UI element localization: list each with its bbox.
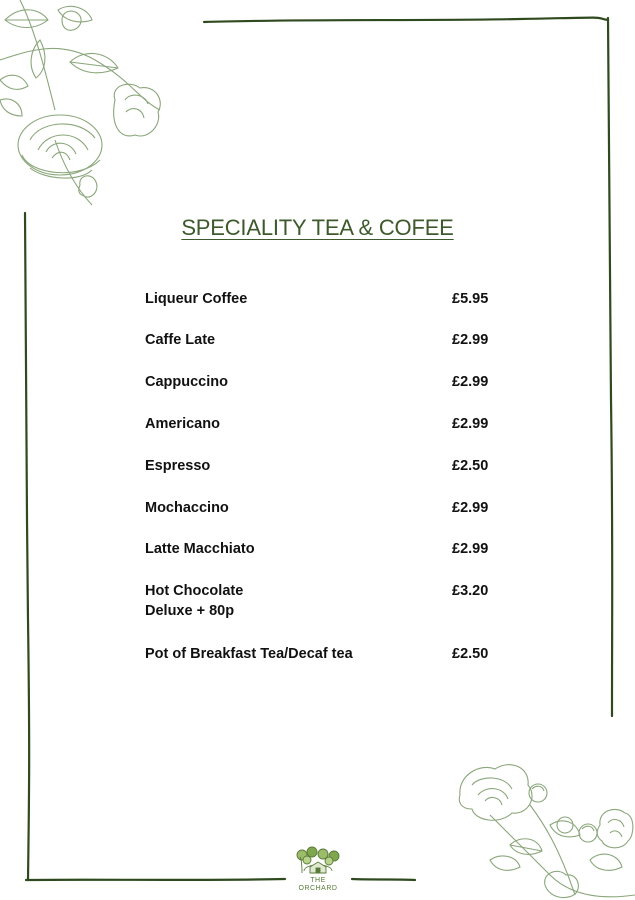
menu-title-text: SPECIALITY TEA & COFEE [181,215,454,240]
menu-item-name: Liqueur Coffee [145,291,248,307]
rose-illustration-top-left [0,0,170,215]
logo-text-line2: ORCHARD [298,885,338,892]
menu-item-price: £2.50 [452,458,489,474]
menu-item-price: £5.95 [452,291,489,307]
rose-illustration-bottom-right [450,755,635,900]
menu-item-price: £2.99 [452,500,489,516]
menu-item-price: £2.99 [452,332,489,348]
menu-item-price: £2.99 [452,541,489,557]
menu-item-price: £2.99 [452,374,489,390]
menu-item-name: Mochaccino [145,500,229,516]
menu-title [0,215,635,241]
menu-item-name: Cappuccino [145,374,228,390]
menu-item-name: Caffe Late [145,332,216,348]
menu-item-name: Pot of Breakfast Tea/Decaf tea [145,646,353,662]
menu-item-name: Espresso [145,458,211,474]
menu-item-price: £3.20 [452,583,489,599]
menu-item-price: £2.50 [452,646,489,662]
menu-item-price: £2.99 [452,416,489,432]
menu-item-name: Americano [145,416,220,432]
menu-item-note: Deluxe + 80p [145,603,235,619]
logo-text [290,877,346,893]
logo-text-line1: THE [310,877,326,884]
menu-item-name: Latte Macchiato [145,541,255,557]
menu-item-name: Hot Chocolate [145,583,244,599]
